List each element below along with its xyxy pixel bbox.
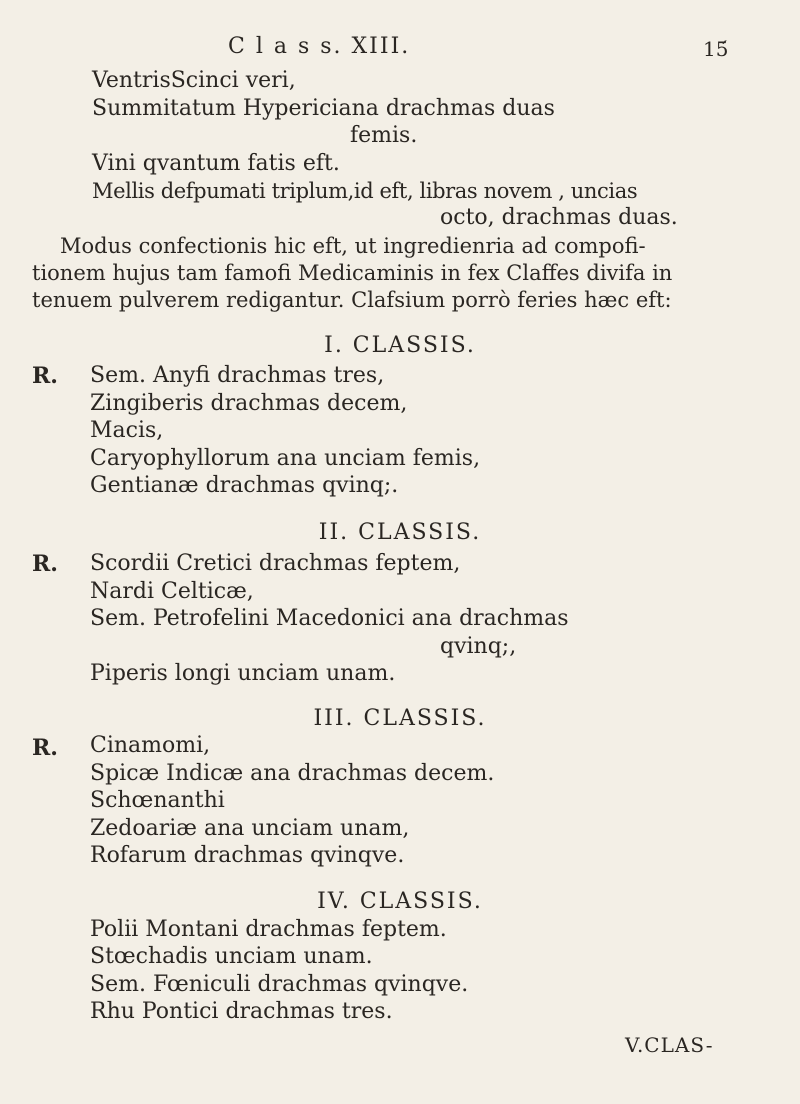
text-line: Vini qvantum fatis eft.: [92, 151, 340, 176]
class-heading: III. CLASSIS.: [313, 706, 487, 731]
recipe-symbol: R.: [32, 551, 58, 577]
text-line: octo, drachmas duas.: [440, 205, 678, 230]
ingredient-line: Rhu Pontici drachmas tres.: [90, 999, 393, 1024]
ingredient-line: Zingiberis drachmas decem,: [90, 391, 408, 416]
page-number: 15́: [703, 37, 729, 61]
recipe-symbol: R.: [32, 363, 58, 389]
ingredient-line: Polii Montani drachmas feptem.: [90, 917, 447, 942]
paragraph-line: tionem hujus tam famofi Medicaminis in fex Claffes divifa in: [32, 261, 673, 285]
ingredient-line: Scordii Cretici drachmas feptem,: [90, 551, 461, 576]
catchword: V.CLAS-: [625, 1033, 714, 1057]
ingredient-line: Sem. Anyfi drachmas tres,: [90, 363, 385, 388]
ingredient-line: Stœchadis unciam unam.: [90, 944, 373, 969]
ingredient-line: Nardi Celticæ,: [90, 579, 254, 604]
ingredient-line: Caryophyllorum ana unciam femis,: [90, 446, 481, 471]
ingredient-line: Sem. Fœniculi drachmas qvinqve.: [90, 972, 469, 997]
recipe-symbol: R.: [32, 735, 58, 761]
class-heading: I. CLASSIS.: [324, 333, 476, 358]
running-head: C l a s s. XIII.: [228, 34, 411, 59]
ingredient-line: Macis,: [90, 418, 164, 443]
class-heading: II. CLASSIS.: [318, 520, 482, 545]
paragraph-line: Modus confectionis hic eft, ut ingredienria ad compofi-: [60, 234, 646, 258]
ingredient-line: Zedoariæ ana unciam unam,: [90, 816, 410, 841]
text-line: Mellis defpumati triplum,id eft, libras novem , uncias: [92, 179, 638, 203]
ingredient-line: Piperis longi unciam unam.: [90, 661, 396, 686]
ingredient-line: Schœnanthi: [90, 788, 225, 813]
class-heading: IV. CLASSIS.: [317, 889, 483, 914]
text-line: femis.: [350, 123, 418, 148]
ingredient-line: Sem. Petrofelini Macedonici ana drachmas: [90, 606, 569, 631]
ingredient-line: Gentianæ drachmas qvinq;.: [90, 473, 399, 498]
ingredient-line: Spicæ Indicæ ana drachmas decem.: [90, 761, 495, 786]
ingredient-line: Rofarum drachmas qvinqve.: [90, 843, 405, 868]
ingredient-line: qvinq;,: [440, 634, 517, 659]
paragraph-line: tenuem pulverem redigantur. Clafsium porrò feries hæc eft:: [32, 288, 672, 312]
text-line: VentrisScinci veri,: [92, 68, 296, 93]
ingredient-line: Cinamomi,: [90, 733, 211, 758]
text-line: Summitatum Hypericiana drachmas duas: [92, 96, 555, 121]
